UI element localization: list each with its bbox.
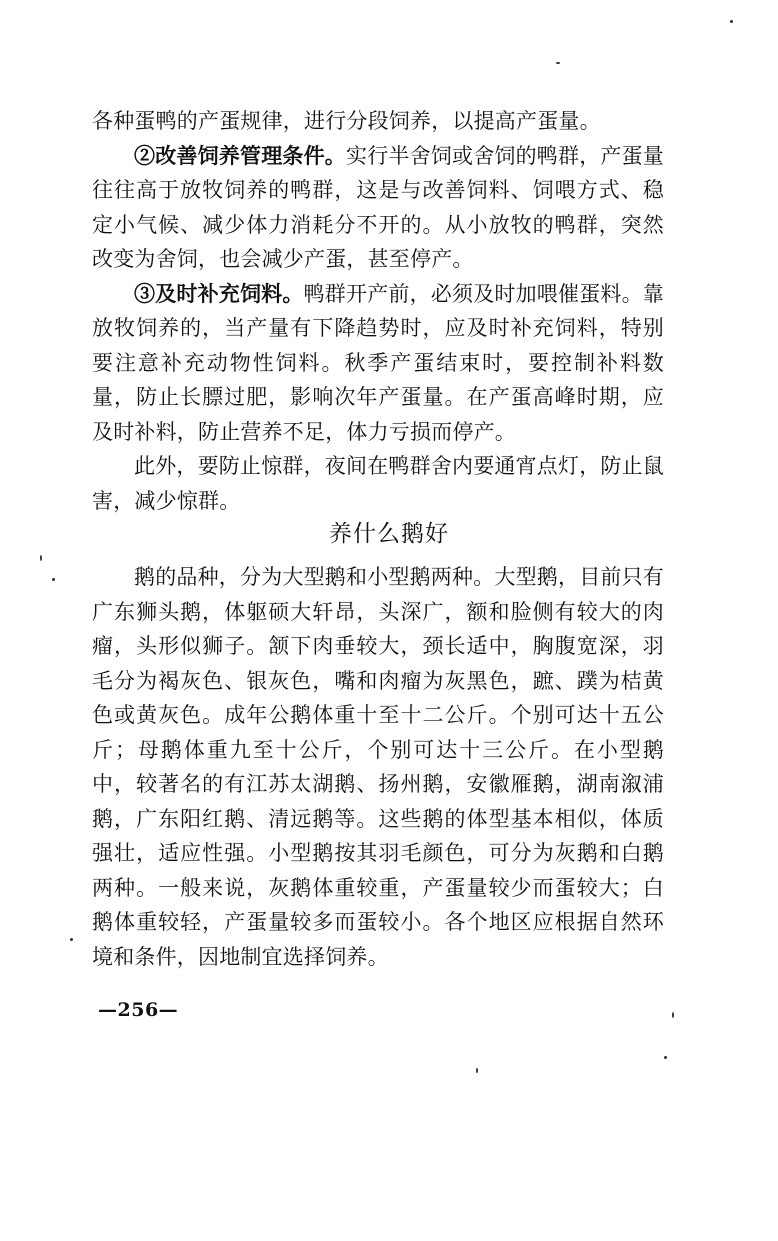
- scan-speck: [664, 1056, 667, 1059]
- paragraph-supplement-feed: [92, 277, 664, 450]
- paragraph-lead: ③及时补充饲料。: [134, 280, 304, 306]
- paragraph-text: 各种蛋鸭的产蛋规律，进行分段饲养，以提高产蛋量。: [92, 109, 601, 133]
- paragraph-text: 鸭群开产前，必须及时加喂催蛋料。靠放牧饲养的，当产量有下降趋势时，应及时补充饲料，特别要注意补充动物性饲料。秋季产蛋结束时，要控制补料数量，防止长膘过肥，影响次年产蛋量。在产蛋高峰时期，应及时补料，防止营养不足，体力亏损而停产。: [92, 281, 665, 444]
- paragraph-text: 此外，要防止惊群，夜间在鸭群舍内要通宵点灯，防止鼠害，减少惊群。: [92, 454, 664, 513]
- paragraph-text: 实行半舍饲或舍饲的鸭群，产蛋量往往高于放牧饲养的鸭群，这是与改善饲料、饲喂方式、稳定小气候、减少体力消耗分不开的。从小放牧的鸭群，突然改变为舍饲，也会减少产蛋，甚至停产。: [92, 143, 664, 271]
- paragraph-goose-breeds: 鹅的品种，分为大型鹅和小型鹅两种。大型鹅，目前只有广东狮头鹅，体躯硕大轩昂，头深广，额和脸侧有较大的肉瘤，头形似狮子。颔下肉垂较大，颈长适中，胸腹宽深，羽毛分为褐灰色、银灰色，嘴和肉瘤为灰黑色，蹠、蹼为桔黄色或黄灰色。成年公鹅体重十至十二公斤。个别可达十五公斤；母鹅体重九至十公斤，个别可达十三公斤。在小型鹅中，较著名的有江苏太湖鹅、扬州鹅，安徽雁鹅，湖南溆浦鹅，广东阳红鹅、清远鹅等。这些鹅的体型基本相似，体质强壮，适应性强。小型鹅按其羽毛颜色，可分为灰鹅和白鹅两种。一般来说，灰鹅体重较重，产蛋量较少而蛋较大；白鹅体重较轻，产蛋量较多而蛋较小。各个地区应根据自然环境和条件，因地制宜选择饲养。: [92, 565, 664, 969]
- scan-speck: [70, 938, 73, 941]
- scan-speck: [52, 578, 55, 581]
- paragraph-prevent-startle: [92, 449, 664, 518]
- scan-speck: [730, 20, 733, 23]
- scan-speck: [40, 555, 42, 561]
- scan-speck: [556, 62, 560, 64]
- paragraph-improve-management: [92, 139, 664, 277]
- scan-speck: [476, 1068, 478, 1073]
- page-number: —256—: [98, 999, 179, 1021]
- section-title: 养什么鹅好: [329, 521, 449, 547]
- scan-speck: [672, 1012, 674, 1018]
- paragraph-lead: ②改善饲养管理条件。: [134, 142, 346, 168]
- paragraph-continuation: [92, 104, 664, 139]
- bottom-text-block: [92, 560, 664, 974]
- top-text-block: [92, 104, 664, 518]
